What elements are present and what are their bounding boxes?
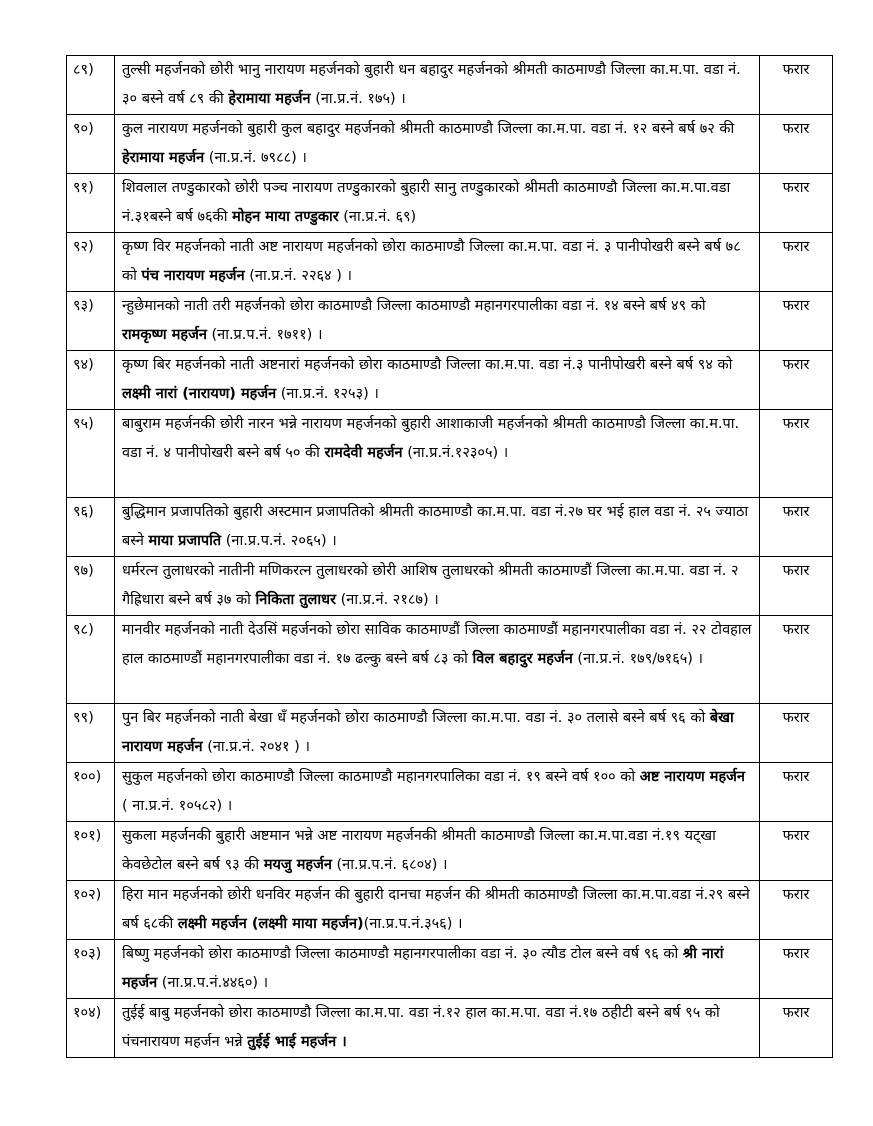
description-text: कुल नारायण महर्जनको बुहारी कुल बहादुर महर्जनको श्रीमती काठमाण्डौ जिल्ला का.म.पा. वडा नं. १२ बस्ने बर्ष ७२ की [122, 121, 735, 137]
person-name: मोहन माया तण्डुकार [232, 209, 339, 225]
row-number: ९५) [67, 410, 115, 498]
description-tail: (ना.प्र.नं. २२६४ ) । [244, 268, 352, 284]
description-text: न्हुछेमानको नाती तरी महर्जनको छोरा काठमाण्डौ जिल्ला काठमाण्डौ महानगरपालीका वडा नं. १४ बस्ने बर्ष ४९ को [122, 298, 706, 314]
row-status: फरार [760, 881, 833, 940]
row-status: फरार [760, 292, 833, 351]
row-status: फरार [760, 498, 833, 557]
description-text: पुन बिर महर्जनको नाती बेखा धँ महर्जनको छोरा काठमाण्डौ जिल्ला का.म.पा. वडा नं. ३० तलासे बस्ने बर्ष ९६ को [122, 710, 710, 726]
description-tail: (ना.प्र.नं. १७५) । [310, 91, 406, 107]
table-row [67, 498, 833, 557]
description-tail: (ना.प्र.प.नं. ६८०४) । [331, 857, 448, 873]
row-description [115, 351, 760, 410]
description-tail: (ना.प्र.नं. ६९) [338, 209, 417, 225]
row-number: १०३) [67, 940, 115, 999]
row-number: १०२) [67, 881, 115, 940]
description-tail: (ना.प्र.प.नं. २०६५) । [221, 533, 337, 549]
table-row [67, 557, 833, 616]
table-row [67, 940, 833, 999]
row-status: फरार [760, 763, 833, 822]
description-text: बाबुराम महर्जनकी छोरी नारन भन्ने नारायण महर्जनको बुहारी आशाकाजी महर्जनको श्रीमती काठमाण्डौ जिल्ला का.म.पा. वडा नं. ४ पानीपोखरी बस्ने बर्ष ५० की [122, 416, 740, 461]
row-description [115, 292, 760, 351]
table-row [67, 174, 833, 233]
row-status: फरार [760, 616, 833, 704]
row-number: ९२) [67, 233, 115, 292]
table-row [67, 881, 833, 940]
person-name: माया प्रजापति [148, 533, 222, 549]
description-text: तुईई बाबु महर्जनको छोरा काठमाण्डौ जिल्ला का.म.पा. वडा नं.१२ हाल का.म.पा. वडा नं.१७ ठहीटी बस्ने बर्ष ९५ को पंचनारायण महर्जन भन्ने [122, 1005, 720, 1050]
row-status: फरार [760, 351, 833, 410]
description-text: हिरा मान महर्जनको छोरी धनविर महर्जन की बुहारी दानचा महर्जन की श्रीमती काठमाण्डौ जिल्ला का.म.पा.वडा नं.२९ बस्ने बर्ष ६८की [122, 887, 750, 932]
person-name: श्री नारां महर्जन [122, 946, 724, 991]
description-tail: (ना.प्र.नं. १७९/७१६५) । [572, 651, 704, 667]
row-description [115, 115, 760, 174]
table-row [67, 115, 833, 174]
row-description [115, 410, 760, 498]
row-status: फरार [760, 56, 833, 115]
row-number: ९६) [67, 498, 115, 557]
row-number: ९७) [67, 557, 115, 616]
row-number: १०१) [67, 822, 115, 881]
row-status: फरार [760, 410, 833, 498]
person-name: अष्ट नारायण महर्जन [639, 769, 745, 785]
row-description [115, 999, 760, 1058]
description-text: तुल्सी महर्जनको छोरी भानु नारायण महर्जनको बुहारी धन बहादुर महर्जनको श्रीमती काठमाण्डौ जिल्ला का.म.पा. वडा नं. ३० बस्ने वर्ष ८९ की [122, 62, 741, 107]
row-description [115, 174, 760, 233]
row-status: फरार [760, 557, 833, 616]
person-name: निकिता तुलाधर [255, 592, 336, 608]
person-name: रामकृष्ण महर्जन [122, 327, 207, 343]
description-text: कृष्ण विर महर्जनको नाती अष्ट नारायण महर्जनको छोरा काठमाण्डौ जिल्ला का.म.पा. वडा नं. ३ पानीपोखरी बस्ने बर्ष ७८ को [122, 239, 741, 284]
row-description [115, 822, 760, 881]
person-name: रामदेवी महर्जन [324, 445, 403, 461]
person-name: विल बहादुर महर्जन [472, 651, 573, 667]
description-tail: (ना.प्र.नं.१२३०५) । [402, 445, 509, 461]
description-text: सुकला महर्जनकी बुहारी अष्टमान भन्ने अष्ट नारायण महर्जनकी श्रीमती काठमाण्डौ जिल्ला का.म.पा.वडा नं.१९ यट्खा केवछेटोल बस्ने बर्ष ९३ की [122, 828, 716, 873]
table-row [67, 763, 833, 822]
description-text: शिवलाल तण्डुकारको छोरी पञ्च नारायण तण्डुकारको बुहारी सानु तण्डुकारको श्रीमती काठमाण्डौ जिल्ला का.म.पा.वडा नं.३१बस्ने बर्ष ७६की [122, 180, 731, 225]
person-name: तुईई भाई महर्जन । [247, 1034, 347, 1050]
row-status: फरार [760, 940, 833, 999]
row-description [115, 498, 760, 557]
row-number: ९४) [67, 351, 115, 410]
description-text: कृष्ण बिर महर्जनको नाती अष्टनारां महर्जनको छोरा काठमाण्डौ जिल्ला का.म.पा. वडा नं.३ पानीपोखरी बस्ने बर्ष ९४ को [122, 357, 733, 373]
row-status: फरार [760, 233, 833, 292]
row-description [115, 616, 760, 704]
row-number: ९१) [67, 174, 115, 233]
row-number: ९०) [67, 115, 115, 174]
description-tail: (ना.प्र.नं. २०४१ ) । [202, 739, 310, 755]
row-status: फरार [760, 822, 833, 881]
description-text: बिष्णु महर्जनको छोरा काठमाण्डौ जिल्ला काठमाण्डौ महानगरपालीका वडा नं. ३० त्यौड टोल बस्ने वर्ष ९६ को [122, 946, 683, 962]
row-status: फरार [760, 999, 833, 1058]
description-tail: ( ना.प्र.नं. १०५८२) । [122, 798, 233, 814]
person-name: हेरामाया महर्जन [228, 91, 311, 107]
row-status: फरार [760, 704, 833, 763]
table-row [67, 999, 833, 1058]
table-row [67, 56, 833, 115]
row-description [115, 233, 760, 292]
row-description [115, 881, 760, 940]
person-name: लक्ष्मी महर्जन (लक्ष्मी माया महर्जन) [177, 916, 364, 932]
row-number: ८९) [67, 56, 115, 115]
table-row [67, 351, 833, 410]
row-number: ९३) [67, 292, 115, 351]
row-number: १००) [67, 763, 115, 822]
description-tail: (ना.प्र.प.नं.४४६०) । [157, 975, 269, 991]
description-text: सुकुल महर्जनको छोरा काठमाण्डौ जिल्ला काठमाण्डौ महानगरपालिका वडा नं. १९ बस्ने वर्ष १०० को [122, 769, 640, 785]
row-status: फरार [760, 174, 833, 233]
description-text: बुद्धिमान प्रजापतिको बुहारी अस्टमान प्रजापतिको श्रीमती काठमाण्डौ का.म.पा. वडा नं.२७ घर भई हाल वडा नं. २५ ज्याठा बस्ने [122, 504, 749, 549]
row-description [115, 557, 760, 616]
description-text: मानवीर महर्जनको नाती देउसिं महर्जनको छोरा साविक काठमाण्डौं जिल्ला काठमाण्डौं महानगरपालीका वडा नं. २२ टोवहाल हाल काठमाण्डौं महानगरपालीका वडा नं. १७ ढल्कु बस्ने बर्ष ८३ को [122, 622, 752, 667]
person-name: लक्ष्मी नारां (नारायण) महर्जन [122, 386, 277, 402]
person-name: मयजु महर्जन [263, 857, 332, 873]
description-tail: (ना.प्र.नं. १२५३) । [276, 386, 379, 402]
person-name: हेरामाया महर्जन [122, 150, 205, 166]
row-status: फरार [760, 115, 833, 174]
table-row [67, 292, 833, 351]
person-name: पंच नारायण महर्जन [141, 268, 245, 284]
description-tail: (ना.प्र.प.नं.३५६) । [363, 916, 463, 932]
table-row [67, 704, 833, 763]
table-row [67, 822, 833, 881]
description-text: धर्मरत्न तुलाधरको नातीनी मणिकरत्न तुलाधरको छोरी आशिष तुलाधरको श्रीमती काठमाण्डौं जिल्ला का.म.पा. वडा नं. २ गैह्रिधारा बस्ने बर्ष ३७ को [122, 563, 739, 608]
row-description [115, 704, 760, 763]
row-number: ९९) [67, 704, 115, 763]
records-table [66, 55, 833, 1058]
table-row [67, 410, 833, 498]
row-description [115, 940, 760, 999]
row-description [115, 763, 760, 822]
row-number: १०४) [67, 999, 115, 1058]
table-row [67, 616, 833, 704]
person-name: बेखा नारायण महर्जन [122, 710, 734, 755]
description-tail: (ना.प्र.नं. ७९८८) । [204, 150, 307, 166]
row-number: ९८) [67, 616, 115, 704]
description-tail: (ना.प्र.नं. २१८७) । [336, 592, 439, 608]
row-description [115, 56, 760, 115]
table-row [67, 233, 833, 292]
description-tail: (ना.प्र.प.नं. १७११) । [206, 327, 323, 343]
